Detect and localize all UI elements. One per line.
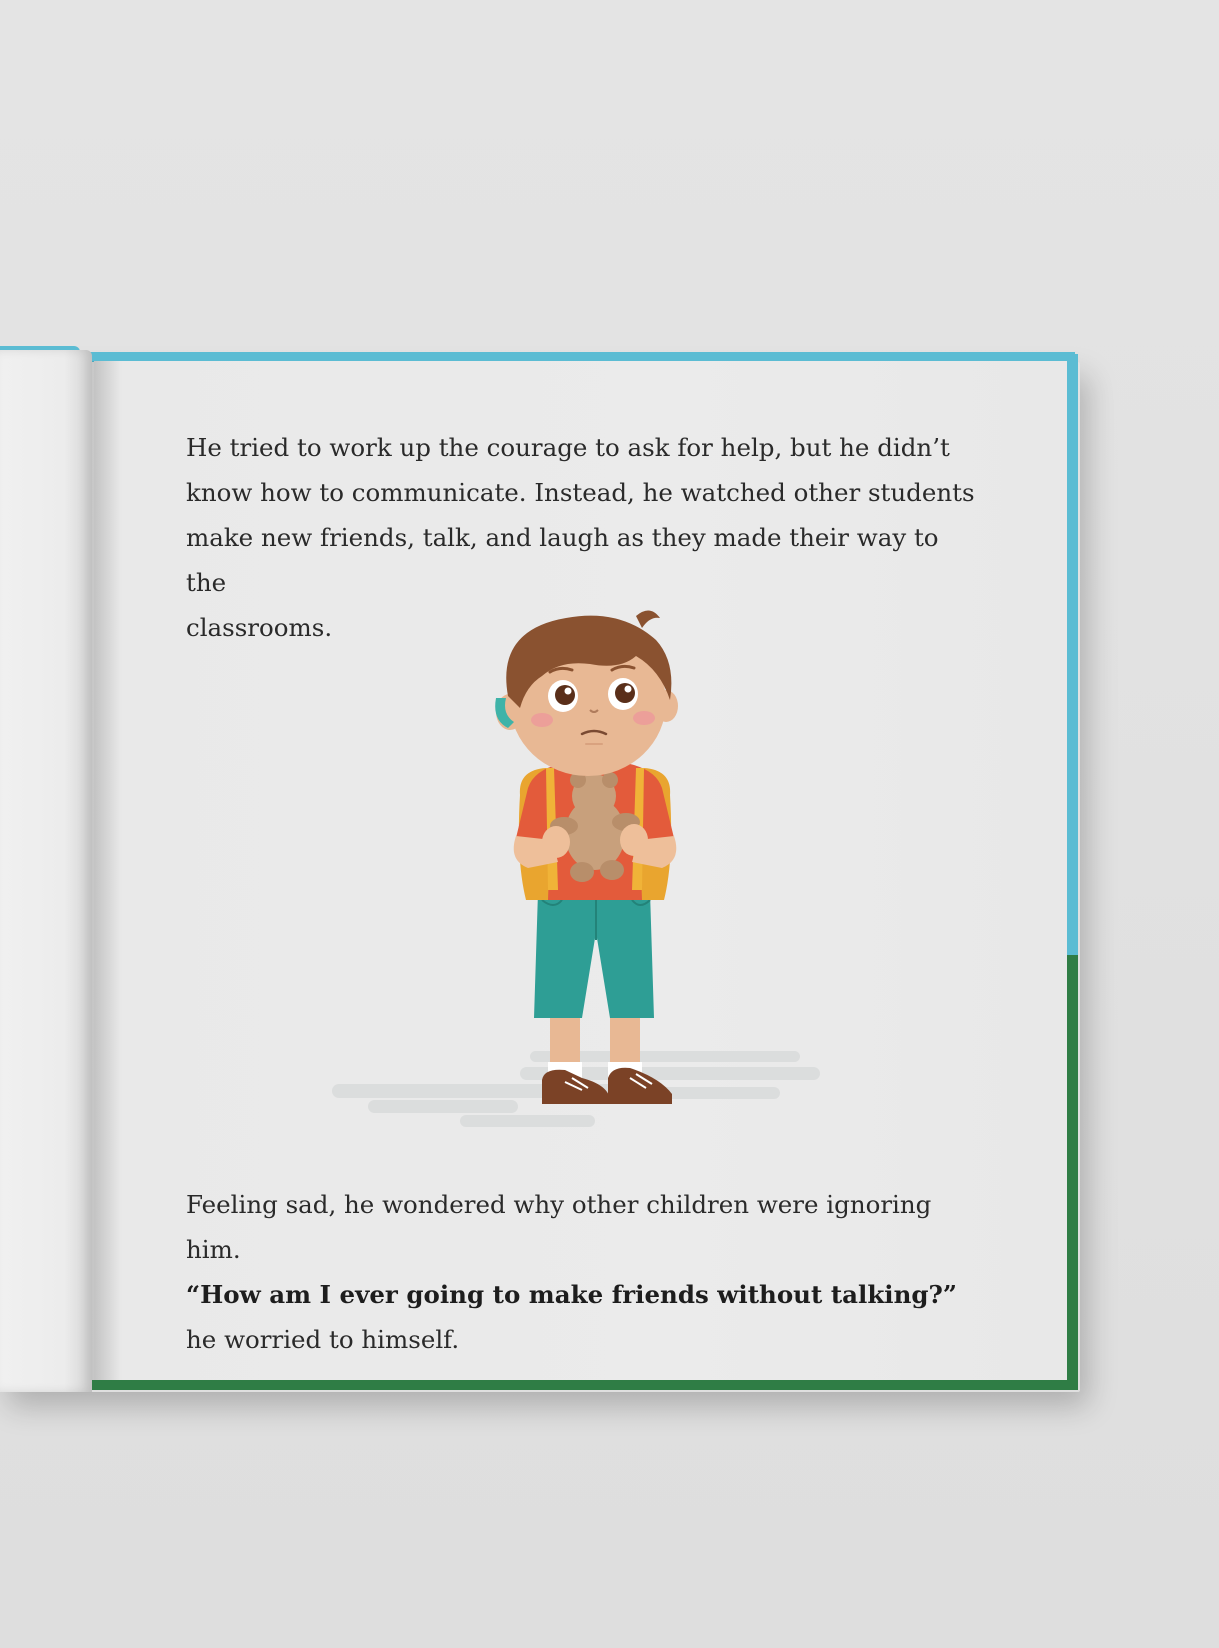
text-line: classrooms. (186, 613, 333, 642)
quote-line: “How am I ever going to make friends without talking?” (186, 1280, 958, 1309)
text-line: he worried to himself. (186, 1325, 460, 1354)
book-cover-right-edge (1066, 354, 1078, 1390)
left-page (0, 350, 92, 1392)
gutter-shadow (92, 361, 120, 1380)
text-line: He tried to work up the courage to ask for help, but he didn’t (186, 433, 950, 462)
boy-illustration (320, 600, 840, 1160)
text-line: know how to communicate. Instead, he watched other students (186, 478, 975, 507)
text-line: make new friends, talk, and laugh as they made their way to the (186, 523, 939, 597)
bottom-paragraph (186, 1182, 986, 1362)
text-line: Feeling sad, he wondered why other children were ignoring him. (186, 1190, 932, 1264)
book-cover-bottom-edge (30, 1380, 1075, 1390)
